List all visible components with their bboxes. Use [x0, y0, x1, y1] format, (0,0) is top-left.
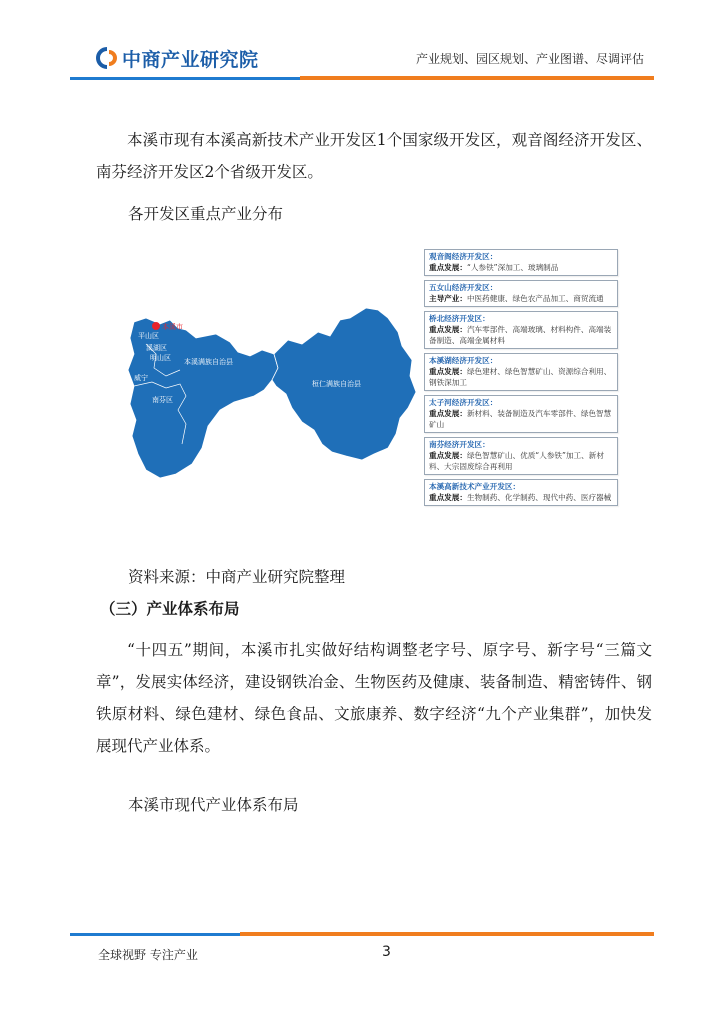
zone-card-qiaobei	[424, 311, 618, 349]
map-label-xihu: 溪湖区	[146, 344, 167, 352]
zone-card-guanyinge	[424, 249, 618, 276]
map-label-pingshan: 平山区	[138, 332, 159, 340]
zone-key: 重点发展：	[429, 451, 467, 460]
second-caption: 本溪市现代产业体系布局	[128, 796, 299, 814]
zone-value: 中医药健康、绿色农产品加工、商贸流通	[466, 294, 604, 303]
map-region-west	[128, 318, 278, 478]
zone-card-nanfen	[424, 437, 618, 475]
map-label-weining: 威宁	[134, 374, 148, 382]
source-note: 资料来源：中商产业研究院整理	[128, 568, 346, 586]
header-rule-orange	[300, 76, 654, 80]
zone-value: “人参铁”深加工、玻璃制品	[466, 263, 559, 272]
section-heading: （三）产业体系布局	[100, 600, 240, 618]
benxi-district-map	[126, 284, 418, 480]
zone-value: 绿色智慧矿山、优质“人参铁”加工、新材料、大宗固废综合再利用	[429, 451, 604, 471]
company-logo	[96, 44, 296, 72]
zone-name: 太子河经济开发区：	[429, 398, 498, 407]
logo-text: 中商产业研究院	[122, 48, 259, 71]
footer-rule-blue	[70, 933, 240, 936]
footer-slogan: 全球视野 专注产业	[98, 948, 198, 962]
zone-value: 生物制药、化学制药、现代中药、医疗器械	[466, 493, 612, 502]
zone-value: 绿色建材、绿色智慧矿山、资源综合利用、钢铁深加工	[429, 367, 612, 387]
figure-caption: 各开发区重点产业分布	[128, 205, 284, 223]
header-tagline: 产业规划、园区规划、产业图谱、尽调评估	[415, 52, 644, 66]
section-paragraph: “十四五”期间，本溪市扎实做好结构调整老字号、原字号、新字号“三篇文章”，发展实体经济，建设钢铁冶金、生物医药及健康、装备制造、精密铸件、钢铁原材料、绿色建材、绿色食品、文旅康养、数字经济“九个产业集群”，加快发展现代产业体系。	[96, 641, 652, 755]
zone-value: 汽车零部件、高端玻璃、材料构件、高端装备制造、高端金属材料	[429, 325, 612, 345]
header-rule-blue	[70, 77, 300, 80]
map-label-mingshan: 明山区	[150, 354, 171, 362]
map-label-huanren: 桓仁满族自治县	[312, 380, 361, 388]
zone-key: 重点发展：	[429, 325, 467, 334]
zone-card-wunvshan	[424, 280, 618, 307]
zone-card-taizihe	[424, 395, 618, 433]
footer-rule-orange	[240, 932, 654, 936]
zone-name: 本溪高新技术产业开发区：	[429, 482, 521, 491]
zone-key: 重点发展：	[429, 409, 467, 418]
zone-card-hightech	[424, 479, 618, 506]
intro-paragraph: 本溪市现有本溪高新技术产业开发区1个国家级开发区，观音阁经济开发区、南芬经济开发区2个省级开发区。	[96, 131, 652, 181]
map-label-city: 本溪市	[162, 323, 183, 331]
zone-list	[424, 249, 618, 510]
map-label-benxi-county: 本溪满族自治县	[184, 358, 233, 366]
zone-name: 本溪湖经济开发区：	[429, 356, 498, 365]
zone-key: 重点发展：	[429, 493, 467, 502]
zone-key: 重点发展：	[429, 263, 467, 272]
city-marker-icon	[152, 322, 160, 330]
zone-value: 新材料、装备制造及汽车零部件、绿色智慧矿山	[429, 409, 612, 429]
zone-key: 重点发展：	[429, 367, 467, 376]
zone-name: 桥北经济开发区：	[429, 314, 490, 323]
zone-key: 主导产业：	[429, 294, 467, 303]
logo-mark-icon	[96, 47, 118, 69]
zone-card-benxihu	[424, 353, 618, 391]
zone-name: 南芬经济开发区：	[429, 440, 490, 449]
zone-name: 五女山经济开发区：	[429, 283, 498, 292]
zone-name: 观音阁经济开发区：	[429, 252, 498, 261]
page-number: 3	[382, 944, 391, 960]
map-label-nanfen: 南芬区	[152, 396, 173, 404]
